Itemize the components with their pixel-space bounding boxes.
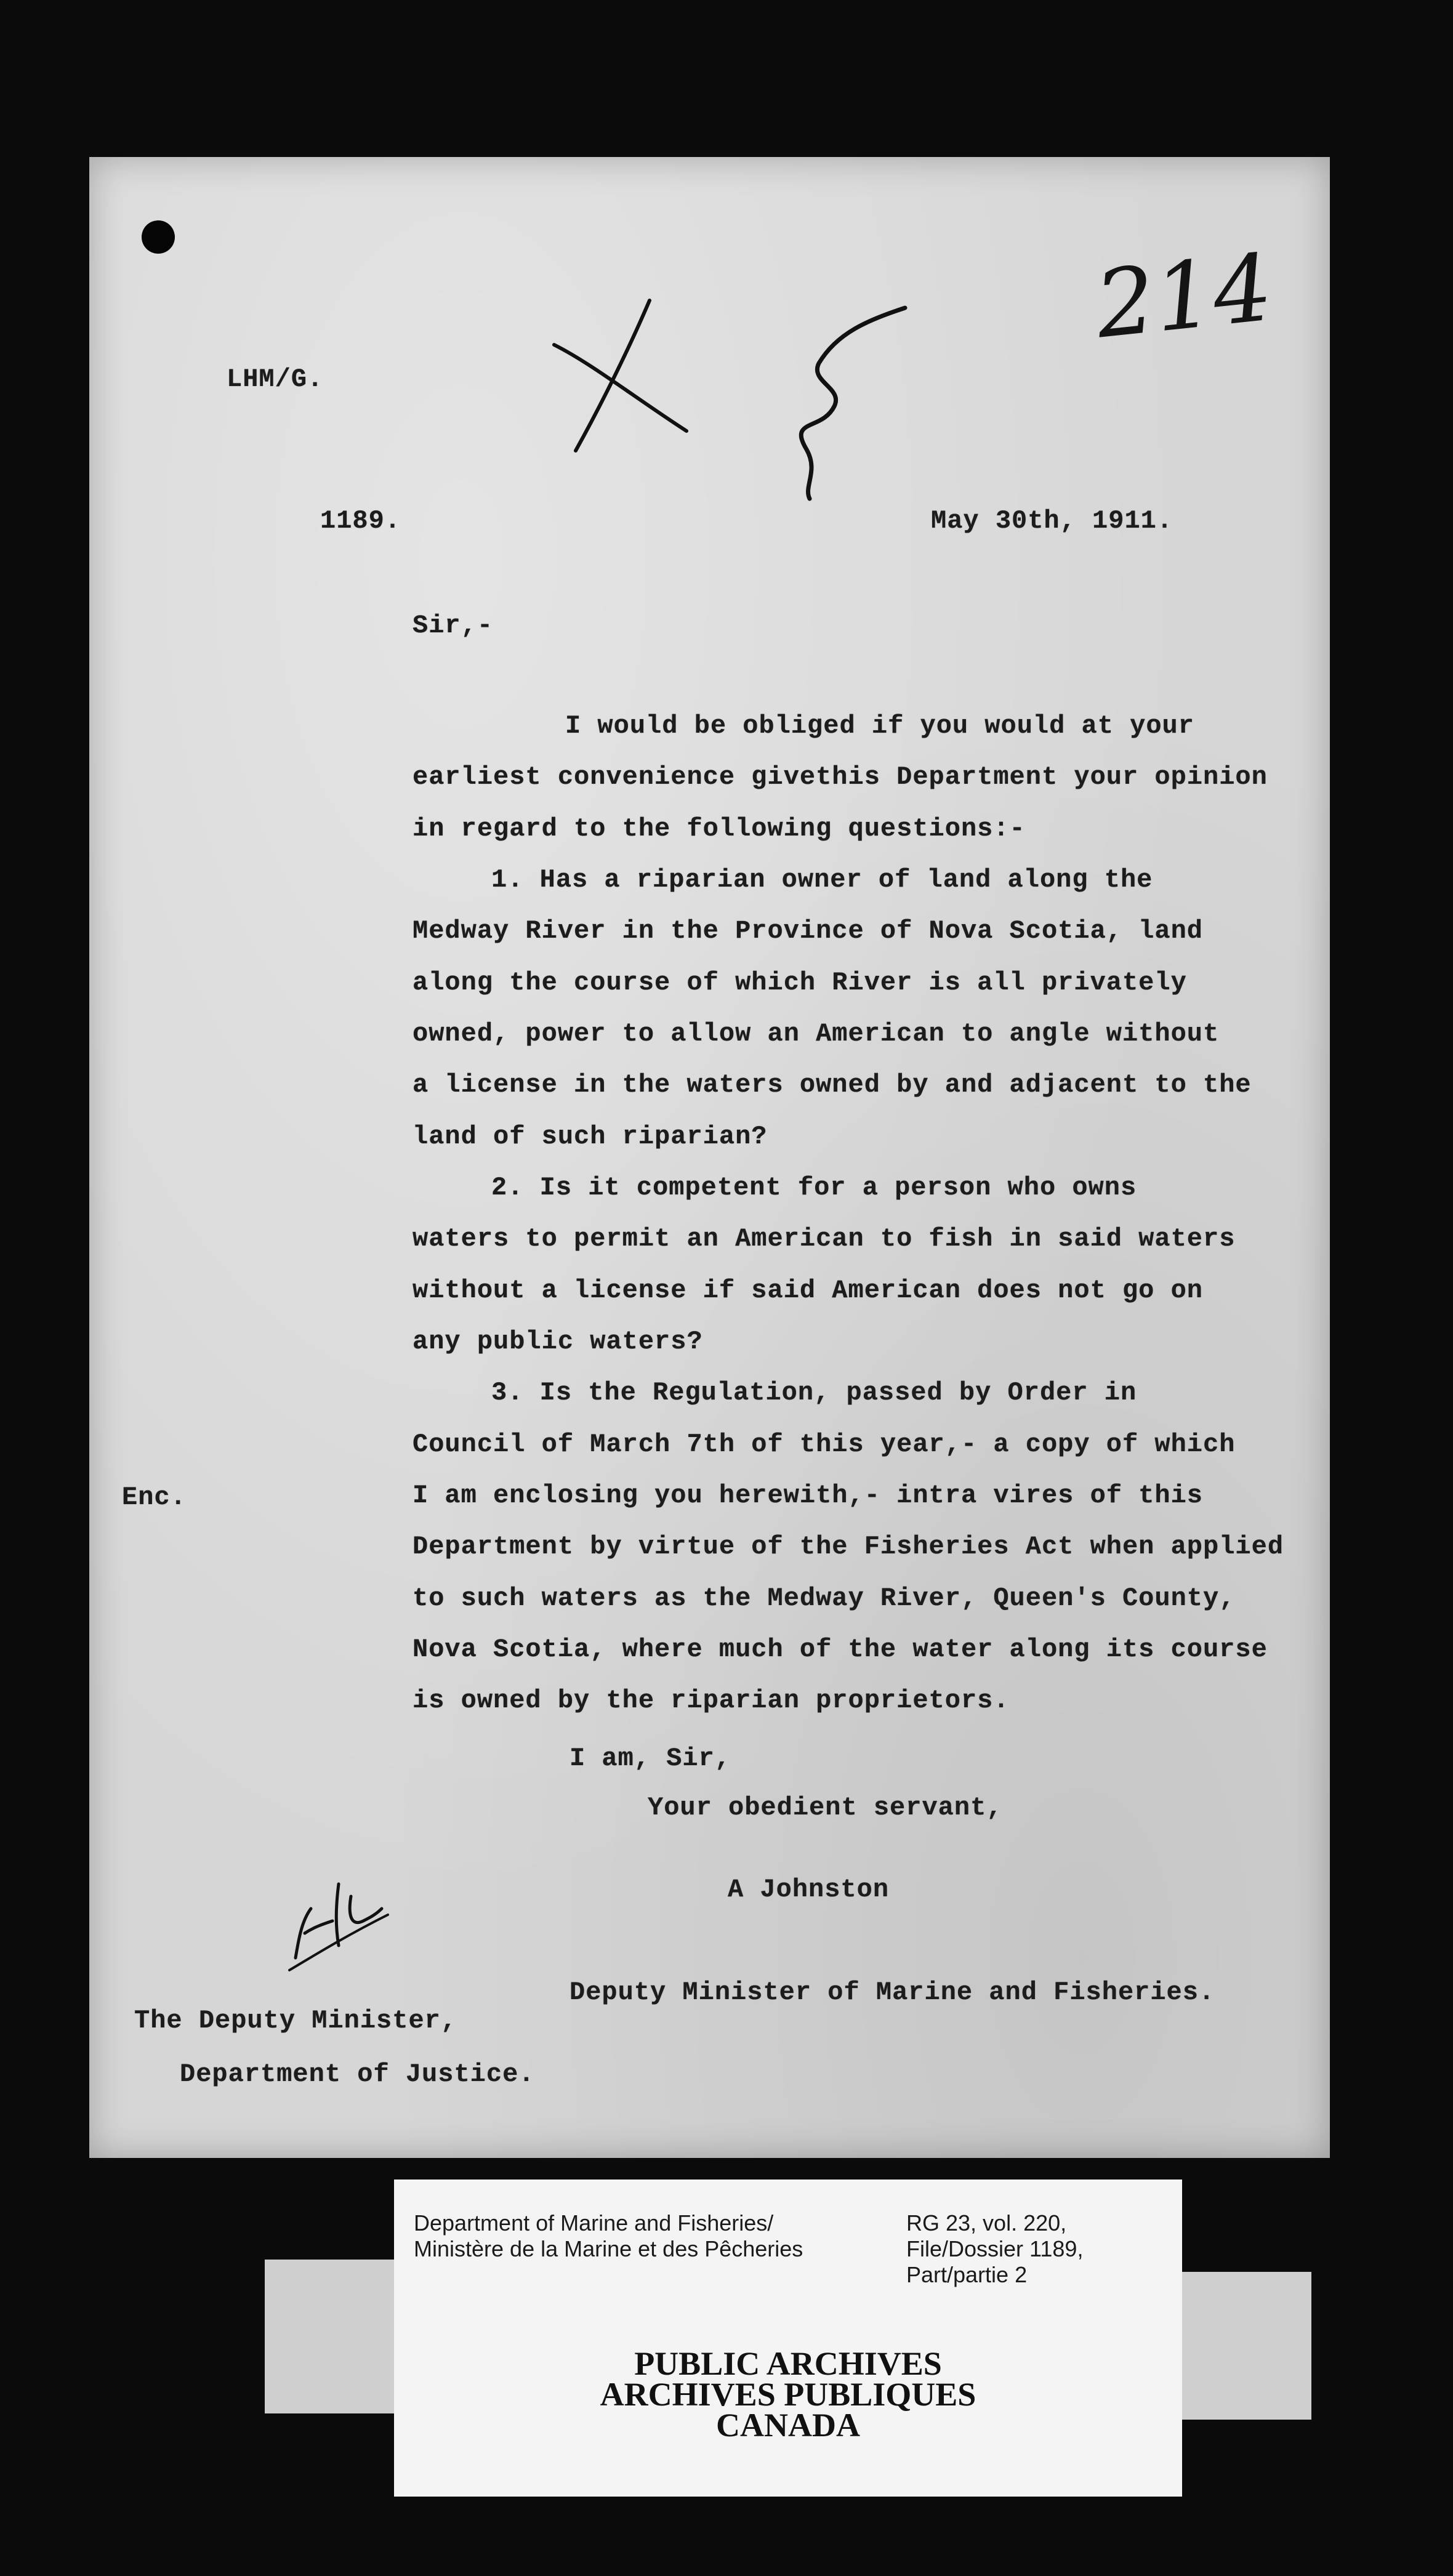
handwritten-x-mark [542, 289, 702, 462]
mount-tab-left [265, 2260, 397, 2413]
label-ref-group: RG 23, vol. 220, [906, 2210, 1067, 2236]
signature-name: A Johnston [728, 1875, 890, 1904]
label-department-en: Department of Marine and Fisheries/ [414, 2210, 774, 2236]
mount-tab-right [1179, 2272, 1311, 2420]
body-line: to such waters as the Medway River, Queen's County, [413, 1584, 1236, 1613]
salutation: Sir,- [413, 611, 494, 640]
body-line: along the course of which River is all privately [413, 968, 1187, 997]
body-line: 3. Is the Regulation, passed by Order in [491, 1378, 1137, 1407]
body-line: owned, power to allow an American to angle without [413, 1019, 1220, 1049]
signatory-title: Deputy Minister of Marine and Fisheries. [570, 1978, 1215, 2007]
label-department-fr: Ministère de la Marine et des Pêcheries [414, 2236, 803, 2261]
archive-stamp-country: CANADA [716, 2407, 860, 2444]
handwritten-initials [277, 1859, 400, 1982]
body-line: in regard to the following questions:- [413, 814, 1026, 843]
archive-stamp-en: PUBLIC ARCHIVES [634, 2345, 942, 2382]
body-line: 2. Is it competent for a person who owns [491, 1173, 1137, 1202]
file-number: 1189. [320, 506, 401, 536]
closing-line: Your obedient servant, [648, 1793, 1003, 1822]
enclosure-note: Enc. [122, 1483, 187, 1512]
body-line: Medway River in the Province of Nova Scotia, land [413, 916, 1204, 946]
body-line: land of such riparian? [413, 1122, 768, 1151]
punch-hole [142, 220, 175, 254]
label-ref-file: File/Dossier 1189, [906, 2236, 1084, 2261]
reference-initials: LHM/G. [227, 364, 324, 394]
closing-line: I am, Sir, [570, 1744, 731, 1773]
recipient-line: The Deputy Minister, [134, 2006, 457, 2035]
letter-date: May 30th, 1911. [931, 506, 1173, 536]
body-line: without a license if said American does not go on [413, 1276, 1204, 1305]
body-line: earliest convenience givethis Department your opinion [413, 762, 1268, 792]
handwritten-page-number: 214 [1090, 234, 1278, 360]
body-line: 1. Has a riparian owner of land along the [491, 865, 1153, 895]
body-line: I am enclosing you herewith,- intra vires of this [413, 1481, 1204, 1510]
recipient-department: Department of Justice. [180, 2059, 535, 2089]
body-line: waters to permit an American to fish in said waters [413, 1224, 1236, 1254]
document-page [89, 157, 1330, 2158]
body-line: a license in the waters owned by and adjacent to the [413, 1070, 1252, 1100]
archive-stamp-fr: ARCHIVES PUBLIQUES [600, 2376, 976, 2413]
label-ref-part: Part/partie 2 [906, 2262, 1028, 2287]
body-line: Department by virtue of the Fisheries Act when applied [413, 1532, 1284, 1561]
body-line: Council of March 7th of this year,- a copy of which [413, 1430, 1236, 1459]
body-line: any public waters? [413, 1327, 703, 1356]
body-line: I would be obliged if you would at your [565, 711, 1194, 741]
body-line: is owned by the riparian proprietors. [413, 1686, 1010, 1715]
body-line: Nova Scotia, where much of the water along its course [413, 1635, 1268, 1664]
handwritten-checkmark [776, 296, 924, 511]
